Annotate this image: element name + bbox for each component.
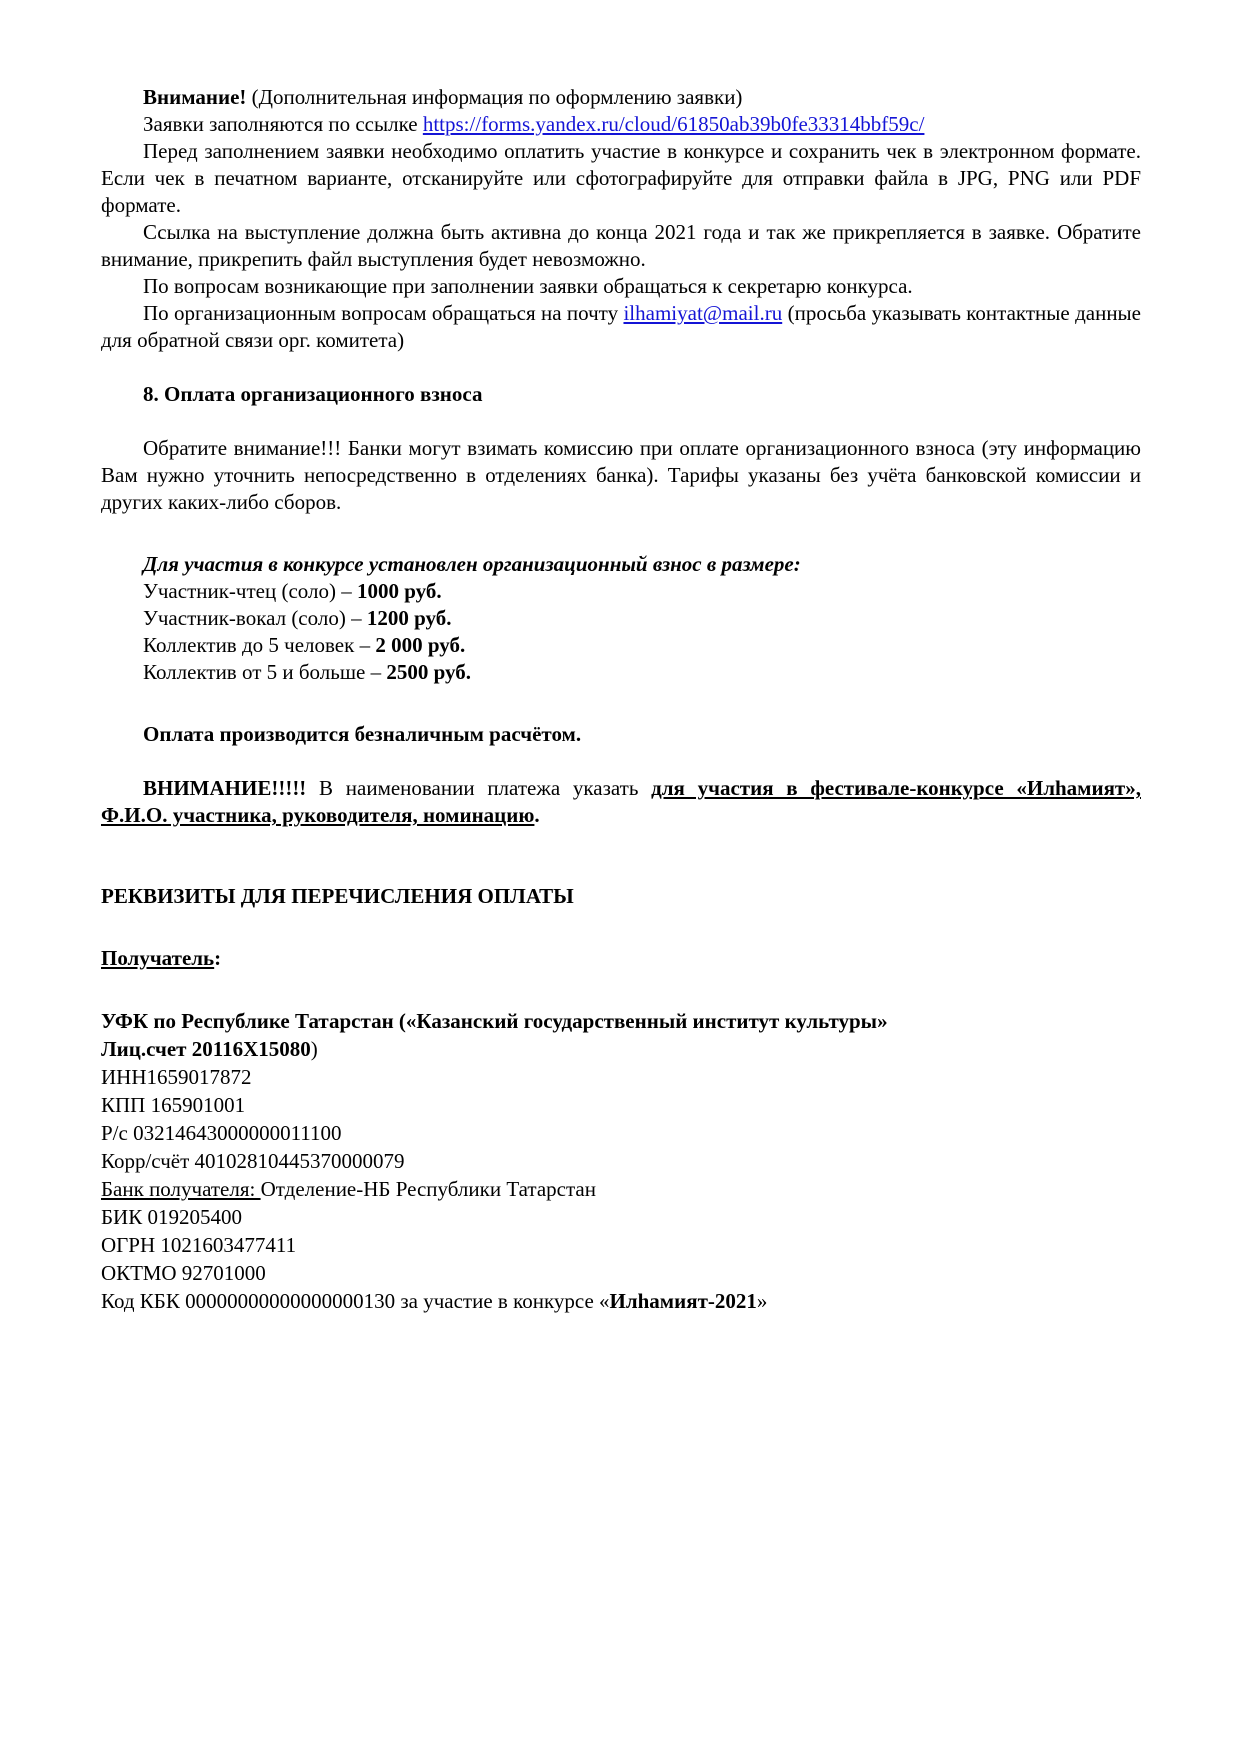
spacer [101,937,1141,945]
fees-list [101,578,1141,686]
application-link-line [101,111,1141,138]
recipient-org-line1: УФК по Республике Татарстан («Казанский государственный институт культуры» [101,1009,888,1033]
org-questions-paragraph [101,300,1141,354]
payment-name-warning-paragraph [101,775,1141,829]
attention-note-rest: (Дополнительная информация по оформлению заявки) [246,85,743,109]
spacer [101,686,1141,713]
fee-label: Участник-чтец (соло) – [143,579,357,603]
fee-label: Коллектив от 5 и больше – [143,660,387,684]
spacer [101,543,1141,551]
spacer [101,713,1141,721]
spacer [101,999,1141,1007]
kpp-line: КПП 165901001 [101,1093,246,1117]
section-8-heading: 8. Оплата организационного взноса [143,382,483,406]
recipient-colon: : [214,946,222,970]
settlement-account-line: Р/с 03214643000000011100 [101,1121,342,1145]
spacer [101,829,1141,856]
fee-item-group-5-plus [101,659,1141,686]
fee-label: Участник-вокал (соло) – [143,606,367,630]
fees-intro-line: Для участия в конкурсе установлен организационный взнос в размере: [143,552,801,576]
fee-price: 1200 руб. [366,606,452,630]
spacer [101,354,1141,381]
spacer [101,910,1141,937]
fee-price: 2500 руб. [386,660,471,684]
spacer [101,972,1141,999]
fee-price: 1000 руб. [356,579,442,603]
recipient-org-line2 [101,1035,1141,1063]
performance-link-paragraph: Ссылка на выступление должна быть активна до конца 2021 года и так же прикрепляется в заявке. Обратите внимание, прикрепить файл выступления будет невозможно. [101,220,1141,271]
warning-underlined-text: для участия в фестивале-конкурсе «Илhамият», Ф.И.О. участника, руководителя, номинацию [101,776,1141,827]
fee-label: Коллектив до 5 человек – [143,633,376,657]
requisites-heading: РЕКВИЗИТЫ ДЛЯ ПЕРЕЧИСЛЕНИЯ ОПЛАТЫ [101,884,574,908]
recipient-bank-value: Отделение-НБ Республики Татарстан [260,1177,596,1201]
attention-note-line [101,84,1141,111]
spacer [101,516,1141,543]
recipient-bank-label: Банк получателя: [101,1177,261,1201]
org-questions-suffix: (просьба указывать контактные данные для обратной связи орг. комитета) [101,301,1141,352]
personal-account: Лиц.счет 20116Х15080 [101,1037,311,1061]
org-questions-prefix: По организационным вопросам обращаться на почту [143,301,624,325]
kbk-festival-name: Илhамият-2021 [609,1289,757,1313]
questions-secretary-paragraph: По вопросам возникающие при заполнении заявки обращаться к секретарю конкурса. [143,274,913,298]
spacer [101,748,1141,775]
bank-requisites-block [101,1007,1141,1315]
cashless-payment-line: Оплата производится безналичным расчётом. [143,722,582,746]
warning-period: . [534,803,540,827]
kbk-prefix: Код КБК 00000000000000000130 за участие в конкурсе « [101,1289,610,1313]
application-form-link[interactable]: https://forms.yandex.ru/cloud/61850ab39b0fe33314bbf59c/ [422,112,925,136]
recipient-label: Получатель [101,946,215,970]
payment-before-apply-paragraph: Перед заполнением заявки необходимо оплатить участие в конкурсе и сохранить чек в электронном формате. Если чек в печатном варианте, отсканируйте или сфотографируйте для отправки файла в JPG, PNG или PDF формате. [101,139,1141,217]
fee-item-group-under-5 [101,632,1141,659]
fee-item-reader-solo [101,578,1141,605]
bik-line: БИК 019205400 [101,1205,242,1229]
application-link-prefix: Заявки заполняются по ссылке [143,112,423,136]
ogrn-line: ОГРН 1021603477411 [101,1233,297,1257]
recipient-label-line [101,945,1141,972]
recipient-bank-line [101,1175,1141,1203]
bank-commission-note-paragraph: Обратите внимание!!! Банки могут взимать комиссию при оплате организационного взноса (эту информацию Вам нужно уточнить непосредственно в отделениях банка). Тарифы указаны без учёта банковской комиссии и других каких-либо сборов. [101,436,1141,514]
spacer [101,408,1141,435]
correspondent-account-line: Корр/счёт 40102810445370000079 [101,1149,405,1173]
warning-word: ВНИМАНИЕ!!!!! [143,776,307,800]
spacer [101,856,1141,883]
kbk-suffix: » [756,1289,768,1313]
fee-item-vocal-solo [101,605,1141,632]
closing-paren: ) [310,1037,318,1061]
email-link[interactable]: ilhamiyat@mail.ru [623,301,783,325]
inn-line: ИНН1659017872 [101,1065,252,1089]
oktmo-line: ОКТМО 92701000 [101,1261,266,1285]
fee-price: 2 000 руб. [375,633,466,657]
warning-middle-text: В наименовании платежа указать [306,776,652,800]
kbk-line [101,1287,1141,1315]
attention-note-bold: Внимание! [143,85,247,109]
